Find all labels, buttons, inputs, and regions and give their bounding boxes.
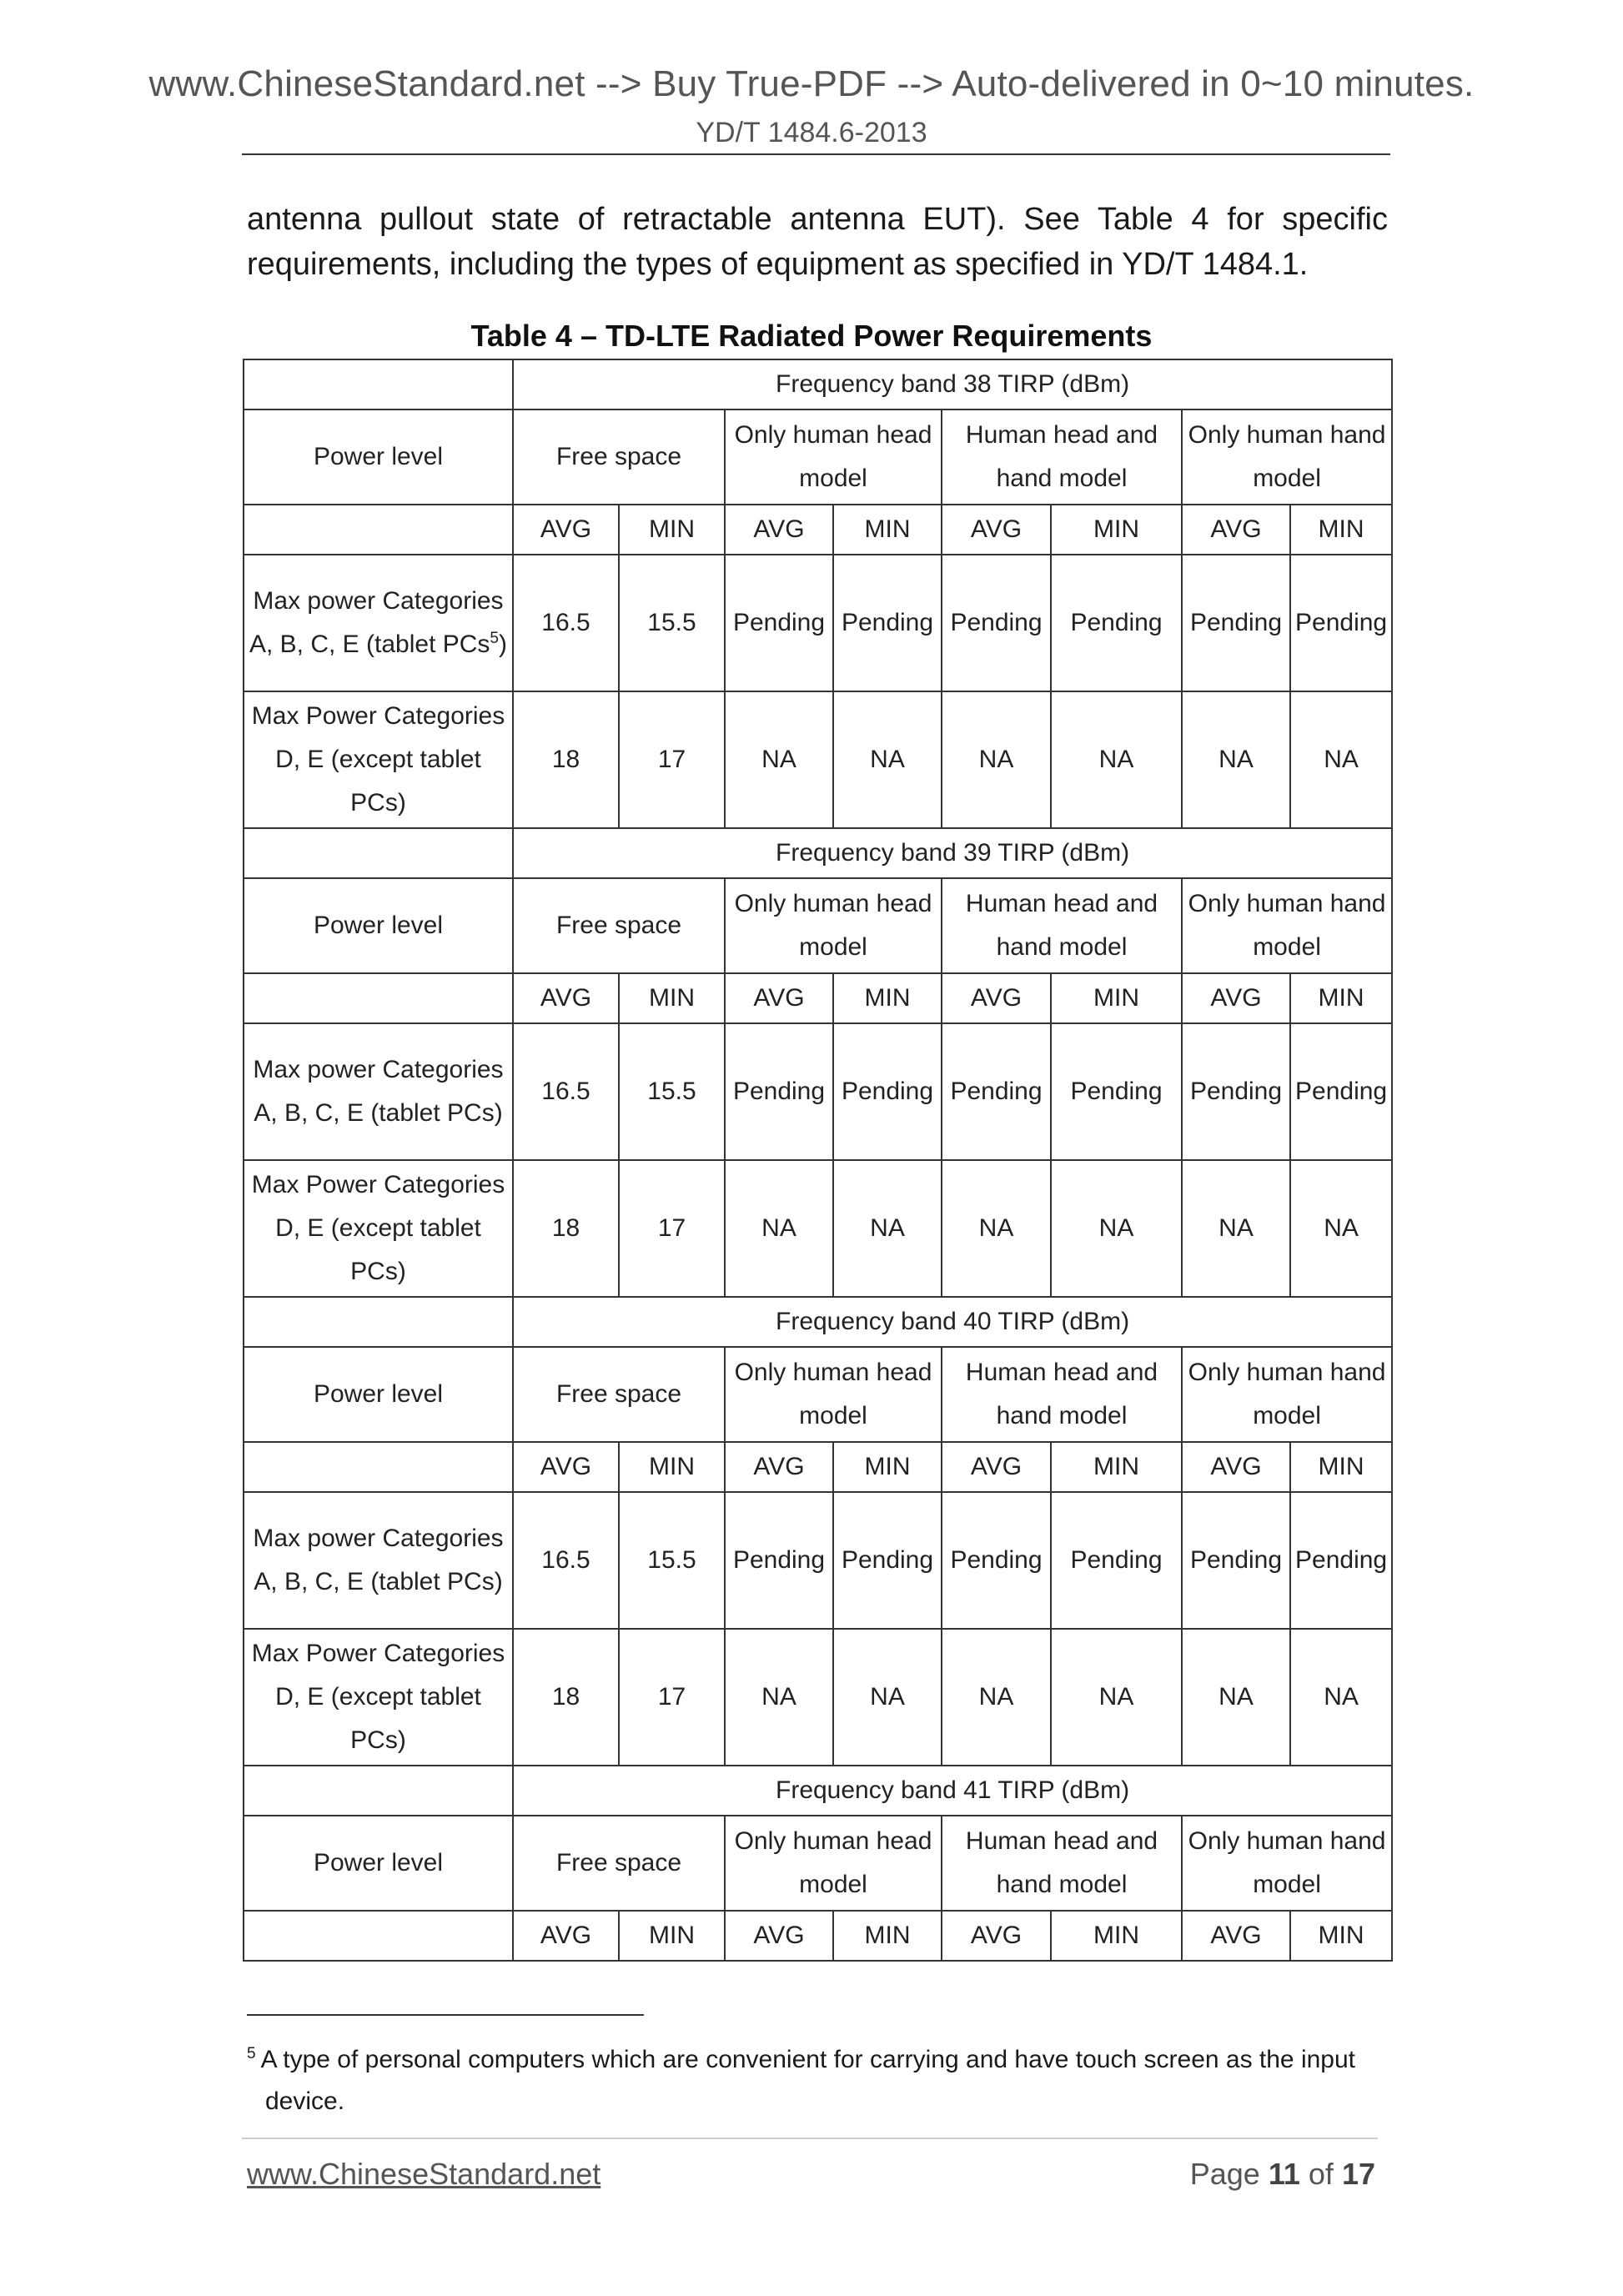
power-level-header: Power level <box>244 1816 513 1911</box>
value-cell: Pending <box>1051 1492 1182 1629</box>
empty-cell <box>244 828 513 878</box>
sub-header-cell: MIN <box>833 973 942 1023</box>
sub-header-cell: AVG <box>513 1911 619 1961</box>
environment-header: Only human hand model <box>1182 1347 1392 1442</box>
empty-cell <box>244 1911 513 1961</box>
row-label <box>244 1629 513 1766</box>
value-cell: 16.5 <box>513 1023 619 1160</box>
sub-header-cell: AVG <box>1182 505 1290 555</box>
value-cell: NA <box>1051 691 1182 828</box>
value-cell: 18 <box>513 1160 619 1297</box>
environment-header: Human head and hand model <box>942 878 1182 973</box>
value-cell: Pending <box>833 555 942 691</box>
value-cell: 17 <box>619 691 725 828</box>
sub-header-cell: AVG <box>942 973 1051 1023</box>
environment-header: Human head and hand model <box>942 1816 1182 1911</box>
value-cell: NA <box>1290 691 1392 828</box>
sub-header-cell: MIN <box>1290 1911 1392 1961</box>
value-cell: NA <box>1182 691 1290 828</box>
sub-header-row <box>244 1442 1392 1492</box>
sub-header-cell: AVG <box>725 1442 833 1492</box>
value-cell: NA <box>942 1160 1051 1297</box>
value-cell: NA <box>833 1160 942 1297</box>
sub-header-cell: MIN <box>619 505 725 555</box>
sub-header-cell: AVG <box>942 505 1051 555</box>
footnote-divider <box>247 2014 644 2016</box>
band-title-row <box>244 828 1392 878</box>
row-label-text: Max power Categories A, B, C, E (tablet PCs <box>249 587 504 658</box>
intro-paragraph: antenna pullout state of retractable antenna EUT). See Table 4 for specific requirements, including the types of equipment as specified in YD/T 1484.1. <box>247 202 1388 282</box>
environment-header: Only human hand model <box>1182 878 1392 973</box>
empty-cell <box>244 973 513 1023</box>
sub-header-cell: AVG <box>942 1911 1051 1961</box>
power-level-header: Power level <box>244 1347 513 1442</box>
row-label-text: Max Power Categories D, E (except tablet PCs) <box>251 1640 505 1754</box>
page-of: of <box>1308 2157 1334 2191</box>
sub-header-cell: MIN <box>619 1911 725 1961</box>
sub-header-cell: MIN <box>1051 505 1182 555</box>
band-title: Frequency band 39 TIRP (dBm) <box>513 828 1392 878</box>
value-cell: Pending <box>1051 1023 1182 1160</box>
environment-header: Free space <box>513 878 725 973</box>
sub-header-cell: AVG <box>513 505 619 555</box>
value-cell: 17 <box>619 1160 725 1297</box>
row-label-text: Max Power Categories D, E (except tablet PCs) <box>251 702 505 816</box>
sub-header-cell: MIN <box>1051 973 1182 1023</box>
empty-cell <box>244 1442 513 1492</box>
value-cell: NA <box>1290 1160 1392 1297</box>
row-label-text: Max power Categories A, B, C, E (tablet PCs) <box>253 1056 504 1127</box>
value-cell: Pending <box>1182 1492 1290 1629</box>
value-cell: NA <box>833 691 942 828</box>
row-label <box>244 1023 513 1160</box>
footer-site-link[interactable]: www.ChineseStandard.net <box>247 2157 601 2191</box>
environment-header: Human head and hand model <box>942 1347 1182 1442</box>
sub-header-cell: MIN <box>619 1442 725 1492</box>
band-title: Frequency band 38 TIRP (dBm) <box>513 359 1392 409</box>
sub-header-cell: MIN <box>833 505 942 555</box>
value-cell: NA <box>833 1629 942 1766</box>
footnote-ref: 5 <box>490 630 499 647</box>
value-cell: 15.5 <box>619 1492 725 1629</box>
table-body <box>244 359 1392 1961</box>
value-cell: 15.5 <box>619 1023 725 1160</box>
row-label <box>244 691 513 828</box>
value-cell: Pending <box>1051 555 1182 691</box>
band-title: Frequency band 41 TIRP (dBm) <box>513 1766 1392 1816</box>
value-cell: Pending <box>1182 555 1290 691</box>
row-label <box>244 555 513 691</box>
environment-header-row <box>244 409 1392 505</box>
value-cell: NA <box>1051 1160 1182 1297</box>
table-row <box>244 1629 1392 1766</box>
value-cell: 18 <box>513 1629 619 1766</box>
band-title-row <box>244 359 1392 409</box>
environment-header: Only human head model <box>725 1816 942 1911</box>
page-total: 17 <box>1341 2157 1375 2191</box>
table-title: Table 4 – TD-LTE Radiated Power Requirements <box>470 319 1153 353</box>
value-cell: Pending <box>942 1023 1051 1160</box>
table-row <box>244 1492 1392 1629</box>
empty-cell <box>244 1766 513 1816</box>
row-label <box>244 1492 513 1629</box>
sub-header-cell: AVG <box>725 505 833 555</box>
row-label-text: Max power Categories A, B, C, E (tablet PCs) <box>253 1525 504 1595</box>
value-cell: NA <box>1182 1160 1290 1297</box>
row-label-text: Max Power Categories D, E (except tablet PCs) <box>251 1171 505 1285</box>
page-indicator <box>1190 2157 1375 2192</box>
sub-header-cell: AVG <box>513 1442 619 1492</box>
page-prefix: Page <box>1189 2157 1260 2191</box>
value-cell: NA <box>1051 1629 1182 1766</box>
table-row <box>244 555 1392 691</box>
value-cell: NA <box>725 1629 833 1766</box>
value-cell: Pending <box>1290 555 1392 691</box>
value-cell: Pending <box>942 1492 1051 1629</box>
value-cell: Pending <box>725 1492 833 1629</box>
header-divider <box>242 153 1390 155</box>
value-cell: Pending <box>833 1492 942 1629</box>
value-cell: Pending <box>1290 1492 1392 1629</box>
footnote-text: A type of personal computers which are convenient for carrying and have touch screen as the input <box>260 2046 1356 2073</box>
sub-header-row <box>244 973 1392 1023</box>
footnote-mark: 5 <box>247 2045 256 2062</box>
sub-header-cell: MIN <box>619 973 725 1023</box>
standard-number: YD/T 1484.6-2013 <box>696 117 927 148</box>
sub-header-cell: MIN <box>833 1911 942 1961</box>
value-cell: NA <box>942 691 1051 828</box>
empty-cell <box>244 1297 513 1347</box>
sub-header-cell: MIN <box>1290 1442 1392 1492</box>
value-cell: NA <box>1182 1629 1290 1766</box>
value-cell: NA <box>1290 1629 1392 1766</box>
sub-header-cell: AVG <box>942 1442 1051 1492</box>
footer-divider <box>242 2138 1378 2139</box>
environment-header: Free space <box>513 409 725 505</box>
environment-header-row <box>244 1816 1392 1911</box>
power-level-header: Power level <box>244 409 513 505</box>
environment-header-row <box>244 1347 1392 1442</box>
environment-header: Only human hand model <box>1182 409 1392 505</box>
value-cell: NA <box>725 1160 833 1297</box>
value-cell: 16.5 <box>513 1492 619 1629</box>
row-label-end: ) <box>499 631 507 658</box>
band-title-row <box>244 1297 1392 1347</box>
value-cell: 15.5 <box>619 555 725 691</box>
value-cell: NA <box>942 1629 1051 1766</box>
value-cell: 16.5 <box>513 555 619 691</box>
footnote-text-cont: device. <box>265 2088 345 2115</box>
sub-header-cell: AVG <box>725 1911 833 1961</box>
sub-header-row <box>244 1911 1392 1961</box>
table-row <box>244 1160 1392 1297</box>
sub-header-cell: AVG <box>725 973 833 1023</box>
sub-header-row <box>244 505 1392 555</box>
band-title: Frequency band 40 TIRP (dBm) <box>513 1297 1392 1347</box>
sub-header-cell: AVG <box>513 973 619 1023</box>
sub-header-cell: AVG <box>1182 1442 1290 1492</box>
footnote <box>247 2033 1388 2123</box>
value-cell: 17 <box>619 1629 725 1766</box>
empty-cell <box>244 359 513 409</box>
environment-header: Only human head model <box>725 878 942 973</box>
environment-header: Human head and hand model <box>942 409 1182 505</box>
environment-header: Free space <box>513 1816 725 1911</box>
value-cell: Pending <box>942 555 1051 691</box>
sub-header-cell: MIN <box>1290 973 1392 1023</box>
sub-header-cell: MIN <box>1051 1911 1182 1961</box>
table-row <box>244 691 1392 828</box>
sub-header-cell: AVG <box>1182 973 1290 1023</box>
radiated-power-table <box>243 359 1393 1962</box>
row-label <box>244 1160 513 1297</box>
value-cell: Pending <box>1182 1023 1290 1160</box>
environment-header-row <box>244 878 1392 973</box>
sub-header-cell: MIN <box>833 1442 942 1492</box>
value-cell: 18 <box>513 691 619 828</box>
power-level-header: Power level <box>244 878 513 973</box>
environment-header: Only human hand model <box>1182 1816 1392 1911</box>
value-cell: Pending <box>833 1023 942 1160</box>
band-title-row <box>244 1766 1392 1816</box>
sub-header-cell: MIN <box>1290 505 1392 555</box>
value-cell: Pending <box>725 1023 833 1160</box>
value-cell: Pending <box>1290 1023 1392 1160</box>
page-current: 11 <box>1268 2157 1300 2191</box>
sub-header-cell: AVG <box>1182 1911 1290 1961</box>
sub-header-cell: MIN <box>1051 1442 1182 1492</box>
table-row <box>244 1023 1392 1160</box>
environment-header: Only human head model <box>725 1347 942 1442</box>
value-cell: Pending <box>725 555 833 691</box>
header-banner: www.ChineseStandard.net --> Buy True-PDF --> Auto-delivered in 0~10 minutes. <box>148 63 1475 104</box>
environment-header: Only human head model <box>725 409 942 505</box>
empty-cell <box>244 505 513 555</box>
environment-header: Free space <box>513 1347 725 1442</box>
value-cell: NA <box>725 691 833 828</box>
